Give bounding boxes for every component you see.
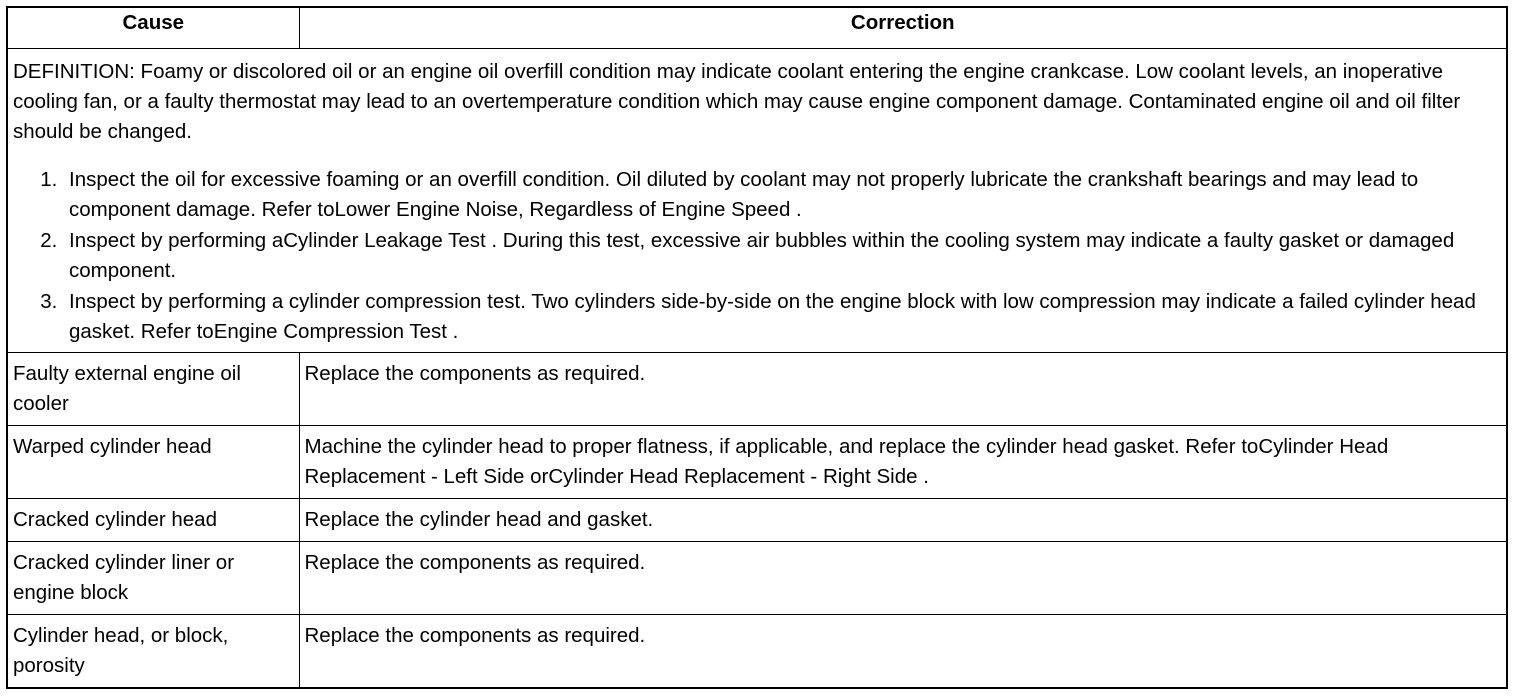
inspection-step: 2. Inspect by performing aCylinder Leakage Test . During this test, excessive air bubbles within the cooling system may indicate a faulty gasket or damaged component.	[63, 226, 1501, 286]
correction-cell: Replace the cylinder head and gasket.	[299, 499, 1507, 542]
inspection-step: 1. Inspect the oil for excessive foaming or an overfill condition. Oil diluted by coolant may not properly lubricate the crankshaft bearings and may lead to component damage. Refer toLower Engine Noise, Regardless of Engine Speed .	[63, 165, 1501, 225]
table-row	[7, 615, 1507, 689]
correction-cell: Machine the cylinder head to proper flatness, if applicable, and replace the cylinder head gasket. Refer toCylinder Head Replacement - Left Side orCylinder Head Replacement - Right Side .	[299, 426, 1507, 499]
table-row	[7, 542, 1507, 615]
cause-cell: Cylinder head, or block, porosity	[7, 615, 299, 689]
cause-cell: Faulty external engine oil cooler	[7, 353, 299, 426]
header-correction: Correction	[299, 7, 1507, 49]
inspection-steps-list	[13, 165, 1501, 347]
cause-cell: Cracked cylinder head	[7, 499, 299, 542]
definition-text: DEFINITION: Foamy or discolored oil or an engine oil overfill condition may indicate coolant entering the engine crankcase. Low coolant levels, an inoperative cooling fan, or a faulty thermostat may lead to an overtemperature condition which may cause engine component damage. Contaminated engine oil and oil filter should be changed.	[13, 60, 1461, 143]
cause-cell: Cracked cylinder liner or engine block	[7, 542, 299, 615]
correction-cell: Replace the components as required.	[299, 353, 1507, 426]
table-row	[7, 499, 1507, 542]
definition-row	[7, 49, 1507, 353]
correction-cell: Replace the components as required.	[299, 615, 1507, 689]
definition-cell	[7, 49, 1507, 353]
table-row	[7, 353, 1507, 426]
header-row	[7, 7, 1507, 49]
diagnostic-table	[6, 6, 1508, 689]
header-cause: Cause	[7, 7, 299, 49]
cause-cell: Warped cylinder head	[7, 426, 299, 499]
inspection-step: 3. Inspect by performing a cylinder compression test. Two cylinders side-by-side on the engine block with low compression may indicate a failed cylinder head gasket. Refer toEngine Compression Test .	[63, 287, 1501, 347]
table-row	[7, 426, 1507, 499]
correction-cell: Replace the components as required.	[299, 542, 1507, 615]
